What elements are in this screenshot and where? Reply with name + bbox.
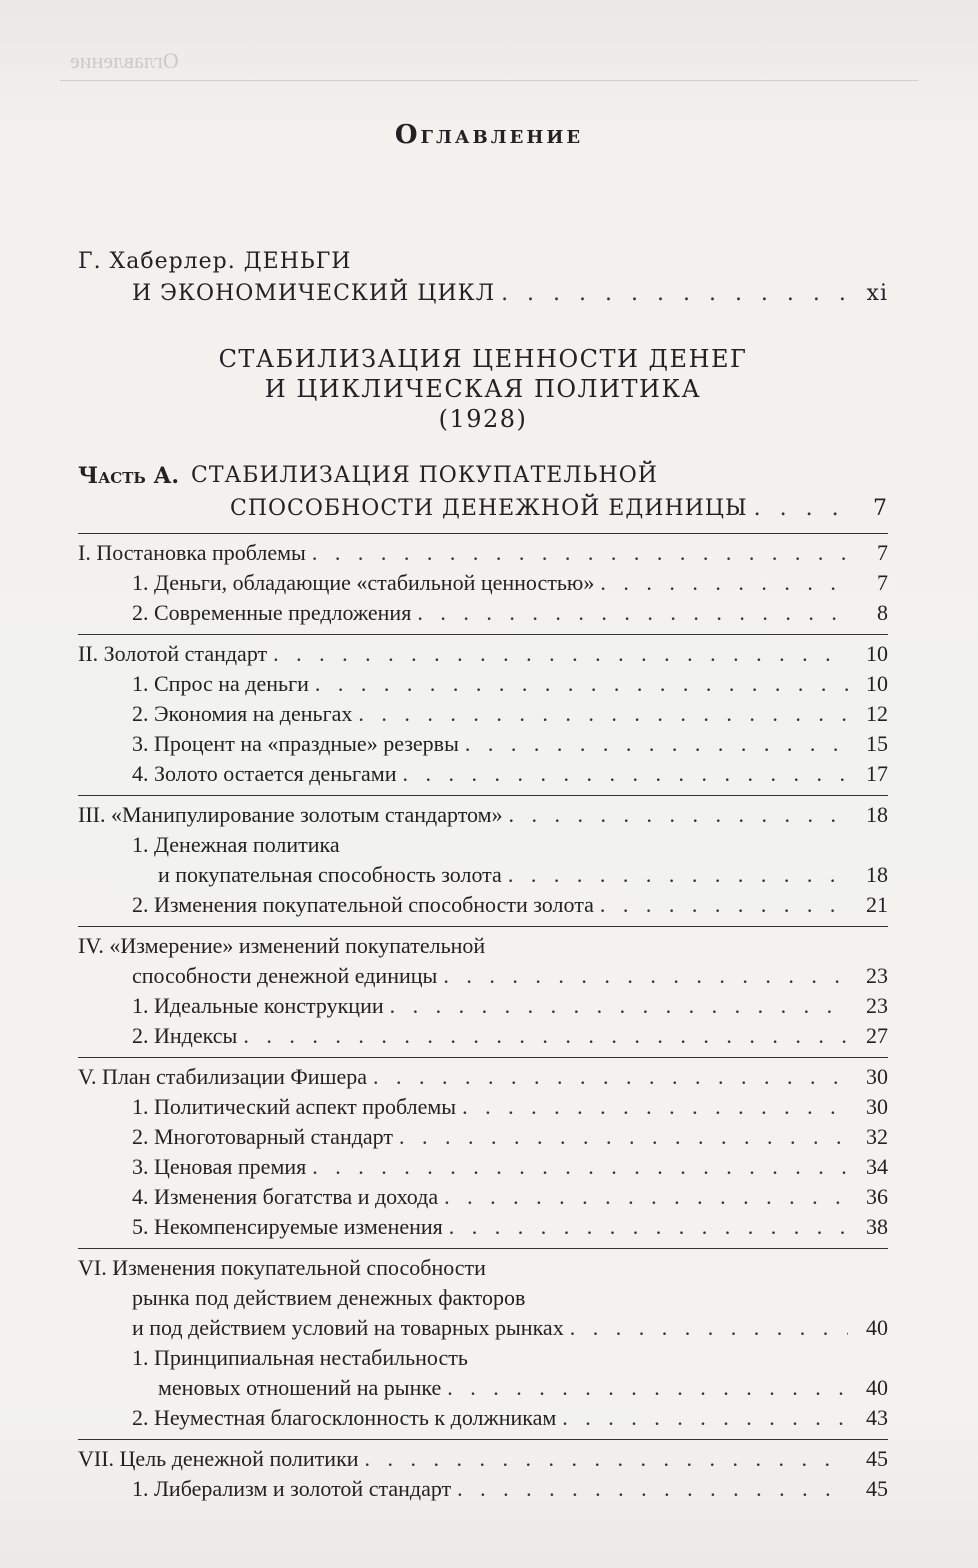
leader-dots (754, 492, 848, 526)
item-page: 23 (866, 993, 888, 1018)
leader-dots (509, 800, 848, 830)
chapter-page: 23 (866, 963, 888, 988)
toc-item[interactable] (78, 991, 888, 1021)
item-page: 36 (866, 1184, 888, 1209)
chapter-title-row[interactable] (78, 1444, 888, 1474)
leader-dots (457, 1474, 848, 1504)
item-title-cont: и покупательная способность золота (158, 862, 502, 887)
toc-item[interactable] (78, 699, 888, 729)
item-page: 18 (866, 862, 888, 887)
item-title: 2. Неуместная благосклонность к должникам (132, 1405, 557, 1430)
leader-dots (358, 699, 848, 729)
item-page: 34 (866, 1154, 888, 1179)
toc-item[interactable] (78, 890, 888, 920)
item-title: 3. Ценовая премия (132, 1154, 307, 1179)
toc-item[interactable] (78, 860, 888, 890)
toc-item[interactable] (78, 1182, 888, 1212)
item-title: 2. Многотоварный стандарт (132, 1124, 394, 1149)
item-title: 1. Спрос на деньги (132, 671, 309, 696)
item-title: 1. Либерализм и золотой стандарт (132, 1476, 452, 1501)
toc-item-line[interactable] (78, 830, 888, 860)
toc-item-line[interactable] (78, 1343, 888, 1373)
section-line1: СТАБИЛИЗАЦИЯ ЦЕННОСТИ ДЕНЕГ (218, 345, 748, 373)
chapter-page: 18 (866, 802, 888, 827)
leader-dots (508, 860, 848, 890)
toc-item[interactable] (78, 1122, 888, 1152)
toc-item[interactable] (78, 1373, 888, 1403)
chapter-title: VI. Изменения покупательной способности (78, 1255, 486, 1280)
item-title: 2. Современные предложения (132, 600, 412, 625)
intro-line1: Г. Хаберлер. ДЕНЬГИ (78, 249, 352, 274)
chapter-title-row[interactable] (78, 1283, 888, 1313)
toc-item[interactable] (78, 729, 888, 759)
chapter-title: III. «Манипулирование золотым стандартом» (78, 802, 503, 827)
leader-dots (399, 1122, 848, 1152)
section-heading (78, 344, 888, 434)
item-page: 27 (866, 1023, 888, 1048)
intro-page: xi (866, 281, 888, 306)
chapter-II (78, 634, 888, 789)
item-page: 12 (866, 701, 888, 726)
item-page: 15 (866, 731, 888, 756)
leader-dots (570, 1313, 848, 1343)
chapter-list (78, 533, 888, 1504)
chapter-III (78, 795, 888, 920)
chapter-I (78, 533, 888, 628)
chapter-page: 45 (866, 1446, 888, 1471)
chapter-title-cont: способности денежной единицы (132, 963, 438, 988)
chapter-title-row[interactable] (78, 639, 888, 669)
leader-dots (373, 1062, 848, 1092)
leader-dots (462, 1092, 848, 1122)
bleed-through-rule (60, 80, 918, 81)
chapter-title-row[interactable] (78, 931, 888, 961)
part-page: 7 (873, 496, 888, 521)
toc-item[interactable] (78, 1212, 888, 1242)
leader-dots (365, 1444, 848, 1474)
chapter-title: IV. «Измерение» изменений покупательной (78, 933, 486, 958)
part-line1: СТАБИЛИЗАЦИЯ ПОКУПАТЕЛЬНОЙ (191, 463, 658, 488)
item-title: 5. Некомпенсируемые изменения (132, 1214, 443, 1239)
chapter-page: 7 (877, 540, 888, 565)
toc-item[interactable] (78, 1403, 888, 1433)
toc-item[interactable] (78, 598, 888, 628)
leader-dots (315, 669, 848, 699)
toc-item[interactable] (78, 1152, 888, 1182)
chapter-title-cont: рынка под действием денежных факторов (132, 1285, 526, 1310)
leader-dots (444, 1182, 848, 1212)
chapter-title: V. План стабилизации Фишера (78, 1064, 367, 1089)
leader-dots (449, 1212, 848, 1242)
item-title: 2. Изменения покупательной способности золота (132, 892, 594, 917)
chapter-title-row[interactable] (78, 538, 888, 568)
chapter-title: II. Золотой стандарт (78, 641, 268, 666)
leader-dots (417, 598, 848, 628)
item-title: 4. Золото остается деньгами (132, 761, 397, 786)
bleed-through-header: Оглавление (70, 48, 179, 73)
chapter-title: I. Постановка проблемы (78, 540, 306, 565)
toc-item[interactable] (78, 1021, 888, 1051)
chapter-page: 30 (866, 1064, 888, 1089)
leader-dots (600, 568, 848, 598)
chapter-IV (78, 926, 888, 1051)
part-label: Часть А. (78, 463, 180, 489)
chapter-VII (78, 1439, 888, 1504)
item-title: 1. Принципиальная нестабильность (132, 1345, 468, 1370)
item-title: 2. Индексы (132, 1023, 238, 1048)
item-title: 1. Политический аспект проблемы (132, 1094, 457, 1119)
page-title: Оглавление (394, 120, 584, 150)
item-title: 4. Изменения богатства и дохода (132, 1184, 439, 1209)
leader-dots (312, 1152, 848, 1182)
leader-dots (562, 1403, 848, 1433)
chapter-page: 10 (866, 641, 888, 666)
leader-dots (501, 278, 848, 310)
section-line2: И ЦИКЛИЧЕСКАЯ ПОЛИТИКА (264, 375, 702, 403)
leader-dots (243, 1021, 848, 1051)
item-page: 10 (866, 671, 888, 696)
chapter-VI (78, 1248, 888, 1433)
leader-dots (447, 1373, 848, 1403)
intro-entry[interactable] (78, 246, 888, 310)
chapter-title-cont: и под действием условий на товарных рынках (132, 1315, 564, 1340)
chapter-page: 40 (866, 1315, 888, 1340)
toc-item[interactable] (78, 669, 888, 699)
item-title: 2. Экономия на деньгах (132, 701, 353, 726)
toc-item[interactable] (78, 1474, 888, 1504)
toc-item[interactable] (78, 759, 888, 789)
item-title: 1. Деньги, обладающие «стабильной ценностью» (132, 570, 595, 595)
chapter-V (78, 1057, 888, 1242)
chapter-title-row[interactable] (78, 961, 888, 991)
toc-item[interactable] (78, 568, 888, 598)
item-title: 1. Идеальные конструкции (132, 993, 384, 1018)
item-title: 1. Денежная политика (132, 832, 340, 857)
chapter-title-row[interactable] (78, 1253, 888, 1283)
leader-dots (390, 991, 848, 1021)
leader-dots (312, 538, 848, 568)
leader-dots (600, 890, 848, 920)
item-title: 3. Процент на «праздные» резервы (132, 731, 459, 756)
section-year: (1928) (438, 405, 528, 433)
item-page: 7 (877, 570, 888, 595)
item-page: 32 (866, 1124, 888, 1149)
leader-dots (465, 729, 848, 759)
chapter-title-row[interactable] (78, 800, 888, 830)
item-page: 45 (866, 1476, 888, 1501)
item-page: 43 (866, 1405, 888, 1430)
leader-dots (443, 961, 848, 991)
item-page: 21 (866, 892, 888, 917)
item-page: 8 (877, 600, 888, 625)
item-page: 38 (866, 1214, 888, 1239)
chapter-title: VII. Цель денежной политики (78, 1446, 359, 1471)
item-page: 40 (866, 1375, 888, 1400)
toc-item[interactable] (78, 1092, 888, 1122)
chapter-title-row[interactable] (78, 1062, 888, 1092)
item-page: 30 (866, 1094, 888, 1119)
part-a-entry[interactable] (78, 460, 888, 526)
item-title-cont: меновых отношений на рынке (158, 1375, 442, 1400)
item-page: 17 (866, 761, 888, 786)
leader-dots (402, 759, 848, 789)
chapter-title-row[interactable] (78, 1313, 888, 1343)
leader-dots (273, 639, 848, 669)
part-line2: СПОСОБНОСТИ ДЕНЕЖНОЙ ЕДИНИЦЫ (230, 496, 748, 521)
intro-line2: И ЭКОНОМИЧЕСКИЙ ЦИКЛ (132, 281, 496, 306)
